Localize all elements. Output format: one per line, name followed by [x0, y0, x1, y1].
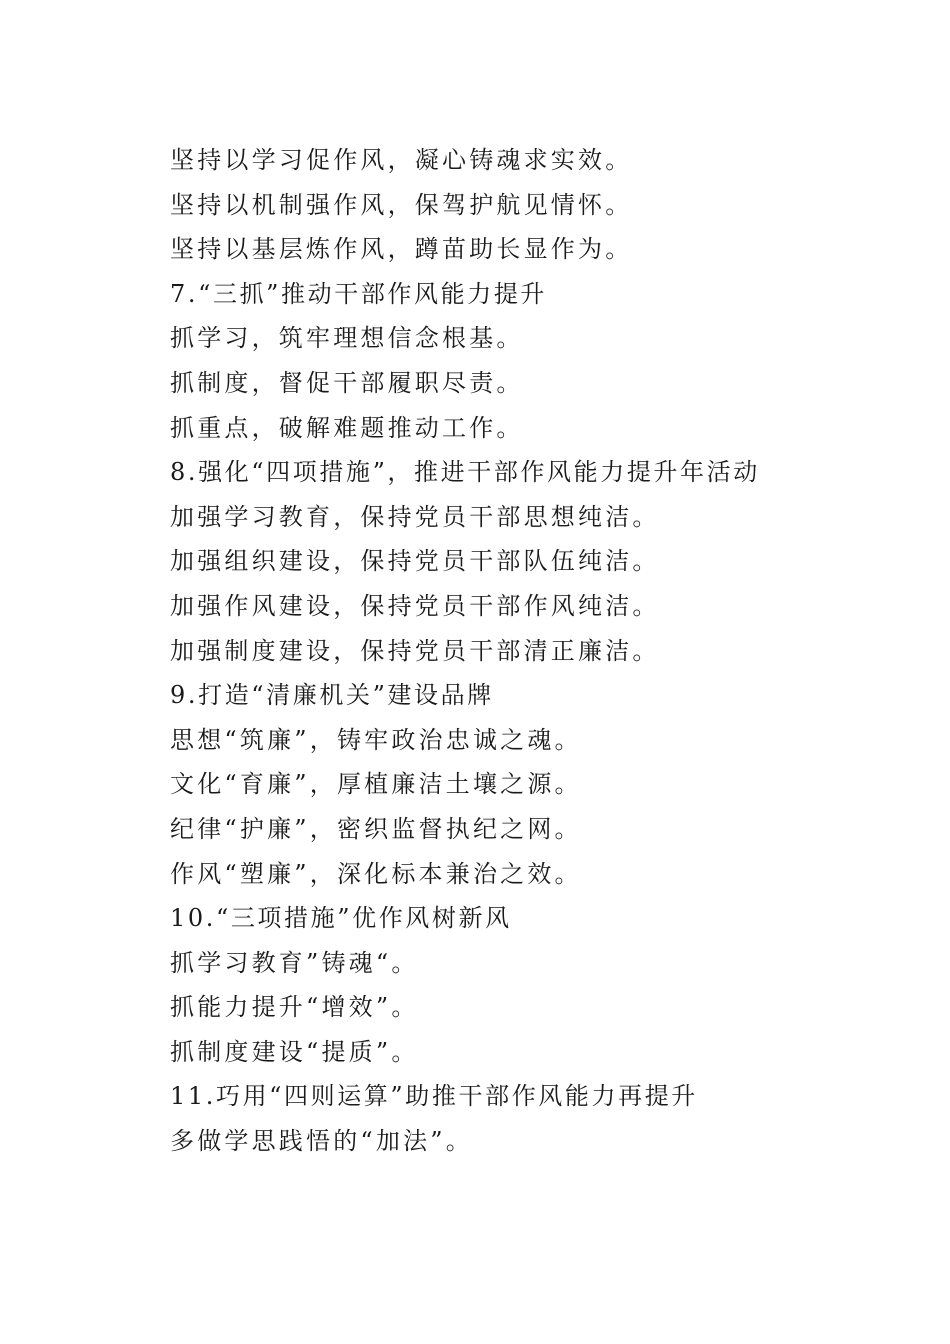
- list-item: 坚持以学习促作风，凝心铸魂求实效。: [170, 146, 633, 174]
- list-item: 抓制度建设“提质”。: [170, 1037, 419, 1066]
- list-item: 抓学习教育”铸魂“。: [170, 948, 419, 977]
- list-item: 抓学习，筑牢理想信念根基。: [170, 324, 524, 353]
- section-heading: 7.“三抓”推动干部作风能力提升: [170, 279, 548, 308]
- list-item: 抓制度，督促干部履职尽责。: [170, 368, 524, 397]
- list-item: 思想“筑廉”，铸牢政治忠诚之魂。: [170, 725, 582, 754]
- section-heading: 8.强化“四项措施”，推进干部作风能力提升年活动: [170, 458, 760, 487]
- list-item: 加强制度建设，保持党员干部清正廉洁。: [170, 636, 660, 665]
- document-body: [170, 138, 890, 1164]
- section-heading: 11.巧用“四则运算”助推干部作风能力再提升: [170, 1082, 698, 1111]
- section-heading: 10.“三项措施”优作风树新风: [170, 904, 512, 933]
- section-heading: 9.打造“清廉机关”建设品牌: [170, 681, 494, 710]
- list-item: 坚持以机制强作风，保驾护航见情怀。: [170, 190, 633, 219]
- list-item: 文化“育廉”，厚植廉洁土壤之源。: [170, 770, 582, 799]
- list-item: 坚持以基层炼作风，蹲苗助长显作为。: [170, 235, 633, 264]
- list-item: 多做学思践悟的“加法”。: [170, 1127, 473, 1156]
- list-item: 抓能力提升“增效”。: [170, 993, 419, 1022]
- list-item: 加强作风建设，保持党员干部作风纯洁。: [170, 591, 660, 620]
- list-item: 抓重点，破解难题推动工作。: [170, 413, 524, 442]
- list-item: 加强组织建设，保持党员干部队伍纯洁。: [170, 547, 660, 576]
- list-item: 作风“塑廉”，深化标本兼治之效。: [170, 859, 582, 888]
- list-item: 加强学习教育，保持党员干部思想纯洁。: [170, 502, 660, 531]
- list-item: 纪律“护廉”，密织监督执纪之网。: [170, 814, 582, 843]
